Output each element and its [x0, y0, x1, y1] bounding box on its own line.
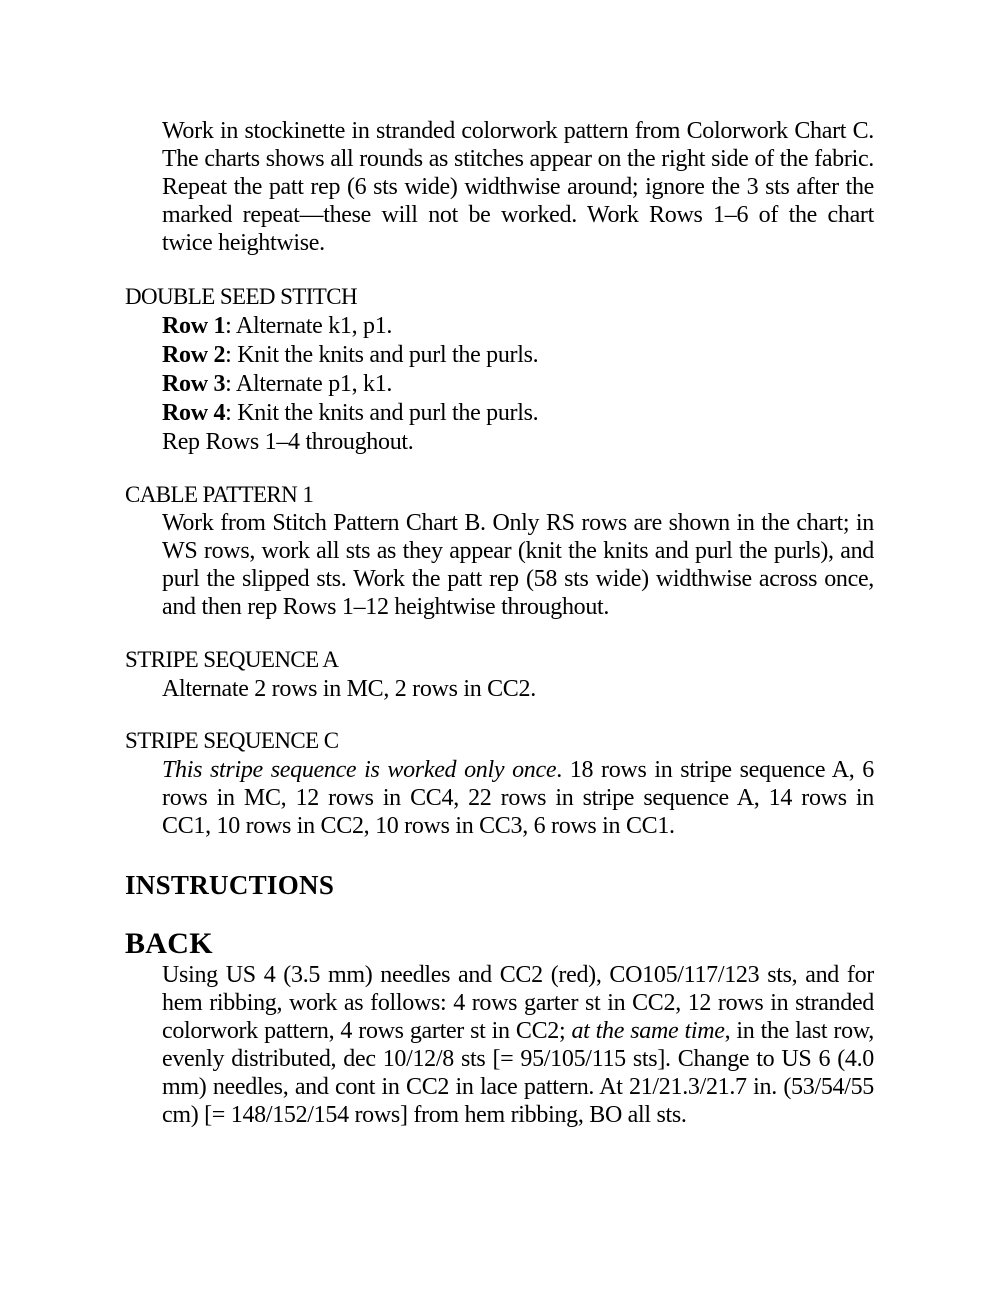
row-text: : Alternate p1, k1. — [225, 371, 393, 397]
row-label: Row 3 — [162, 371, 226, 397]
back-heading: BACK — [125, 927, 213, 960]
double-seed-row-1 — [162, 312, 392, 340]
row-text: : Knit the knits and purl the purls. — [225, 342, 539, 368]
row-label: Row 1 — [162, 313, 226, 339]
stripe-c-italic: This stripe sequence is worked only once — [162, 757, 557, 783]
back-italic: at the same time — [571, 1018, 725, 1044]
cable-heading: CABLE PATTERN 1 — [125, 482, 314, 507]
stripe-a-text: Alternate 2 rows in MC, 2 rows in CC2. — [162, 676, 536, 702]
back-text-2: , in the last row, evenly distributed, dec 10/12/8 sts [= 95/105/115 sts]. Change to US 6 (4.0 mm) needles, and cont in CC2 in lace pattern. At 21/21.3/21.7 in. (53/54/55 cm) [= 148/152/154 rows] from hem ribbing, BO all sts. — [162, 1018, 874, 1128]
back-paragraph — [162, 961, 874, 1129]
row-text: : Knit the knits and purl the purls. — [225, 400, 539, 426]
double-seed-row-4 — [162, 399, 538, 427]
back-text-1: Using US 4 (3.5 mm) needles and CC2 (red), CO105/117/123 sts, and for hem ribbing, work as follows: 4 rows garter st in CC2, 12 rows in stranded colorwork pattern, 4 rows garter st in CC2; — [162, 962, 874, 1044]
stripe-a-heading: STRIPE SEQUENCE A — [125, 647, 339, 672]
double-seed-repeat: Rep Rows 1–4 throughout. — [162, 429, 414, 455]
row-label: Row 2 — [162, 342, 226, 368]
double-seed-row-2 — [162, 341, 538, 369]
intro-paragraph: Work in stockinette in stranded colorwork pattern from Colorwork Chart C. The charts shows all rounds as stitches appear on the right side of the fabric. Repeat the patt rep (6 sts wide) widthwise around; ignore the 3 sts after the marked repeat—these will not be worked. Work Rows 1–6 of the chart twice heightwise. — [162, 118, 874, 256]
stripe-c-text: . 18 rows in stripe sequence A, 6 rows in MC, 12 rows in CC4, 22 rows in stripe sequence A, 14 rows in CC1, 10 rows in CC2, 10 rows in CC3, 6 rows in CC1. — [162, 757, 874, 839]
row-text: : Alternate k1, p1. — [225, 313, 393, 339]
double-seed-heading: DOUBLE SEED STITCH — [125, 284, 357, 309]
double-seed-row-3 — [162, 370, 392, 398]
instructions-heading: INSTRUCTIONS — [125, 870, 335, 900]
stripe-c-heading: STRIPE SEQUENCE C — [125, 728, 339, 753]
stripe-c-paragraph — [162, 756, 874, 840]
row-label: Row 4 — [162, 400, 226, 426]
cable-paragraph: Work from Stitch Pattern Chart B. Only RS rows are shown in the chart; in WS rows, work all sts as they appear (knit the knits and purl the purls), and purl the slipped sts. Work the patt rep (58 sts wide) widthwise across once, and then rep Rows 1–12 heightwise throughout. — [162, 510, 874, 620]
